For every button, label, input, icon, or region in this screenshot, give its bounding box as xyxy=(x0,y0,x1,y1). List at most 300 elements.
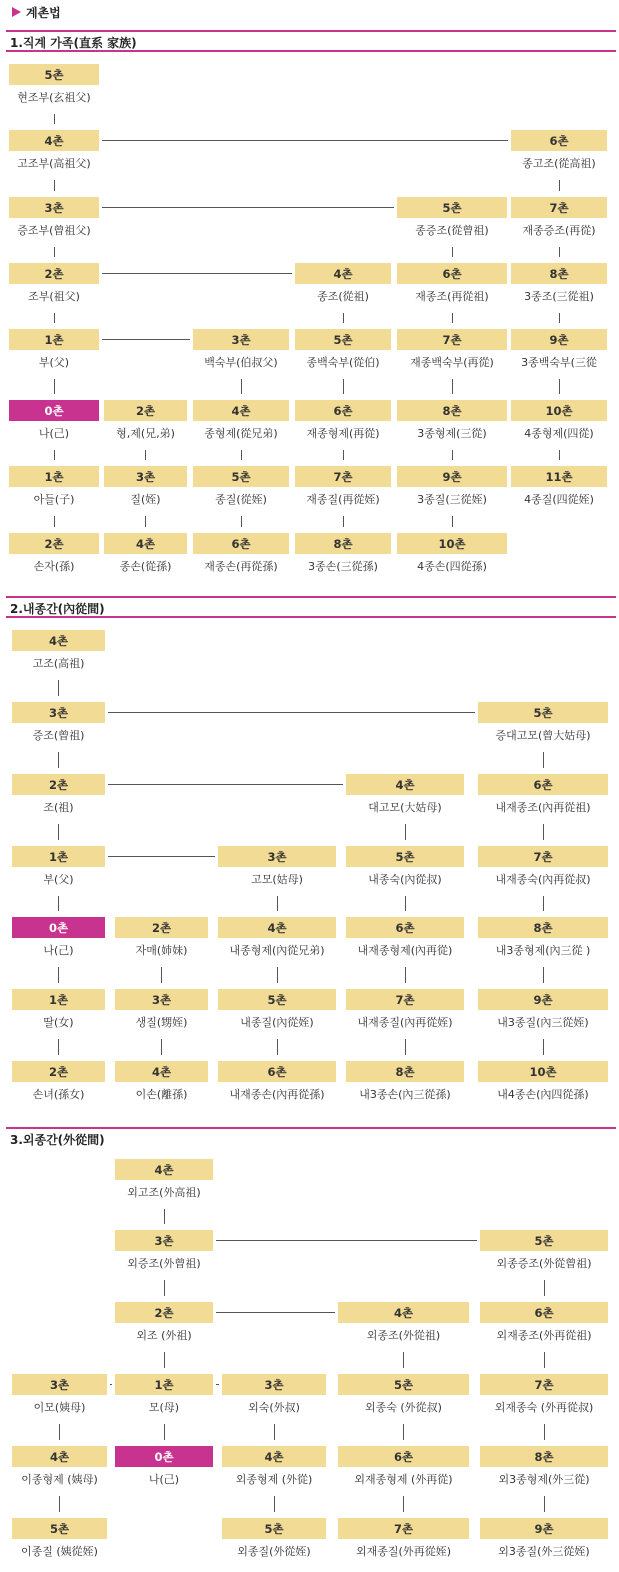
kinship-degree: 7촌 xyxy=(511,197,607,218)
kinship-name: 외종조(外從祖) xyxy=(366,1328,441,1342)
kinship-name: 종백숙부(從伯) xyxy=(306,355,380,369)
kinship-name: 나(己) xyxy=(38,426,70,440)
kinship-degree: 4촌 xyxy=(12,630,105,651)
kin-node xyxy=(218,989,336,1033)
connector-line xyxy=(543,967,544,983)
kin-node xyxy=(12,1518,107,1562)
kin-node xyxy=(338,1302,469,1346)
kin-node xyxy=(115,917,208,961)
connector-line xyxy=(343,450,344,460)
kin-node xyxy=(115,989,208,1033)
connector-line xyxy=(161,1039,162,1055)
kinship-degree: 5촌 xyxy=(346,846,464,867)
section-header-3 xyxy=(6,1127,616,1149)
kin-node xyxy=(478,846,608,890)
connector-line xyxy=(59,1424,60,1440)
kinship-degree: 4촌 xyxy=(338,1302,469,1323)
kin-node xyxy=(511,130,607,174)
connector-line xyxy=(452,516,453,527)
ego-node xyxy=(12,917,105,961)
kin-node xyxy=(511,263,607,307)
kinship-degree: 4촌 xyxy=(12,1446,107,1467)
kinship-degree: 2촌 xyxy=(115,917,208,938)
kinship-degree: 8촌 xyxy=(511,263,607,284)
kinship-name: 4종손(四從孫) xyxy=(417,559,487,573)
kinship-name: 이종형제 (姨母) xyxy=(21,1472,98,1486)
kinship-degree: 1촌 xyxy=(115,1374,213,1395)
kinship-degree: 2촌 xyxy=(115,1302,213,1323)
kinship-name: 외고조(外高祖) xyxy=(127,1185,201,1199)
kin-node xyxy=(12,630,105,674)
connector-line xyxy=(274,1424,275,1440)
connector-line xyxy=(58,1039,59,1055)
section-title: 2.내종간(內從間) xyxy=(10,602,105,616)
kinship-degree: 1촌 xyxy=(9,466,99,487)
kin-node xyxy=(295,466,391,510)
kinship-degree: 3촌 xyxy=(115,1230,213,1251)
connector-line xyxy=(216,1240,477,1241)
kinship-degree: 6촌 xyxy=(295,400,391,421)
kinship-degree: 8촌 xyxy=(346,1061,464,1082)
kinship-degree: 9촌 xyxy=(478,989,608,1010)
kinship-degree: 9촌 xyxy=(397,466,507,487)
kinship-name: 재종질(再從姪) xyxy=(306,492,380,506)
connector-line xyxy=(110,1384,112,1385)
kinship-degree: 4촌 xyxy=(115,1061,208,1082)
connector-line xyxy=(164,1280,165,1296)
kinship-degree: 1촌 xyxy=(12,989,105,1010)
kin-node xyxy=(115,1302,213,1346)
kin-node xyxy=(295,263,391,307)
connector-line xyxy=(543,752,544,768)
connector-line xyxy=(559,247,560,257)
kin-node xyxy=(9,64,99,108)
kinship-degree: 3촌 xyxy=(115,989,208,1010)
kinship-degree: 2촌 xyxy=(9,263,99,284)
kinship-degree: 4촌 xyxy=(9,130,99,151)
kinship-degree: 0촌 xyxy=(12,917,105,938)
kin-node xyxy=(397,400,507,444)
kinship-name: 외숙(外叔) xyxy=(248,1400,300,1414)
connector-line xyxy=(544,1496,545,1512)
kin-node xyxy=(104,533,187,577)
kinship-degree: 6촌 xyxy=(346,917,464,938)
connector-line xyxy=(544,1424,545,1440)
kinship-degree: 7촌 xyxy=(397,329,507,350)
kinship-name: 이모(姨母) xyxy=(33,1400,86,1414)
kinship-name: 내3종형제(內三從 ) xyxy=(495,943,591,957)
connector-line xyxy=(145,516,146,527)
kinship-degree: 4촌 xyxy=(104,533,187,554)
kinship-degree: 5촌 xyxy=(338,1374,469,1395)
kinship-degree: 5촌 xyxy=(193,466,289,487)
kin-node xyxy=(104,466,187,510)
connector-line xyxy=(58,752,59,768)
kin-node xyxy=(346,917,464,961)
connector-line xyxy=(108,712,475,713)
connector-line xyxy=(343,379,344,394)
kinship-degree: 6촌 xyxy=(193,533,289,554)
kinship-name: 외종질(外從姪) xyxy=(237,1544,311,1558)
connector-line xyxy=(403,1352,404,1368)
kinship-name: 증조(曾祖) xyxy=(32,728,85,742)
kinship-name: 자매(姉妹) xyxy=(135,943,188,957)
kin-node xyxy=(115,1159,213,1203)
kinship-name: 질(姪) xyxy=(130,492,161,506)
kinship-name: 3종손(三從孫) xyxy=(308,559,378,573)
connector-line xyxy=(241,379,242,394)
connector-line xyxy=(543,824,544,840)
connector-line xyxy=(405,896,406,911)
kin-node xyxy=(295,533,391,577)
kin-node xyxy=(9,130,99,174)
kinship-name: 아들(子) xyxy=(33,492,75,506)
kinship-name: 부(父) xyxy=(38,355,70,369)
connector-line xyxy=(559,180,560,191)
kin-node xyxy=(346,989,464,1033)
kinship-degree: 5촌 xyxy=(478,702,608,723)
connector-line xyxy=(452,313,453,323)
kinship-name: 외종형제 (外從) xyxy=(235,1472,313,1486)
kin-node xyxy=(115,1374,213,1418)
connector-line xyxy=(164,1424,165,1440)
kinship-name: 종증조(從曾祖) xyxy=(415,223,489,237)
kinship-degree: 4촌 xyxy=(222,1446,326,1467)
kin-node xyxy=(397,533,507,577)
kinship-name: 외조 (外祖) xyxy=(136,1328,192,1342)
connector-line xyxy=(216,1384,219,1385)
kinship-degree: 8촌 xyxy=(480,1446,608,1467)
section-header-1 xyxy=(6,30,616,52)
page-title xyxy=(12,3,61,21)
kinship-name: 부(父) xyxy=(43,872,74,886)
kinship-name: 외3종형제(外三從) xyxy=(498,1472,590,1486)
connector-line xyxy=(54,114,55,124)
ego-node xyxy=(115,1446,213,1490)
kinship-name: 대고모(大姑母) xyxy=(368,800,442,814)
kinship-degree: 4촌 xyxy=(295,263,391,284)
kinship-name: 내재종손(內再從孫) xyxy=(229,1087,325,1101)
kinship-name: 내재종질(內再從姪) xyxy=(357,1015,453,1029)
kinship-name: 고조(高祖) xyxy=(32,656,85,670)
kinship-degree: 10촌 xyxy=(478,1061,608,1082)
kinship-name: 현조부(玄祖父) xyxy=(17,90,91,104)
kinship-name: 내종형제(內從兄弟) xyxy=(229,943,325,957)
kinship-degree: 7촌 xyxy=(478,846,608,867)
kinship-name: 내종숙(內從叔) xyxy=(368,872,442,886)
kin-node xyxy=(480,1446,608,1490)
kin-node xyxy=(115,1061,208,1105)
kinship-name: 재종조(再從祖) xyxy=(415,289,489,303)
kinship-degree: 0촌 xyxy=(9,400,99,421)
kin-node xyxy=(480,1374,608,1418)
connector-line xyxy=(559,379,560,394)
kinship-name: 증대고모(曾大姑母) xyxy=(495,728,591,742)
kin-node xyxy=(12,1446,107,1490)
kinship-name: 재종증조(再從) xyxy=(522,223,596,237)
kinship-degree: 10촌 xyxy=(397,533,507,554)
kinship-name: 나(己) xyxy=(148,1472,180,1486)
kinship-degree: 2촌 xyxy=(12,1061,105,1082)
connector-line xyxy=(543,896,544,911)
connector-line xyxy=(164,1209,165,1224)
connector-line xyxy=(216,1312,335,1313)
connector-line xyxy=(559,450,560,460)
kinship-degree: 5촌 xyxy=(397,197,507,218)
kin-node xyxy=(295,400,391,444)
kinship-name: 외재종질(外再從姪) xyxy=(355,1544,452,1558)
kinship-degree: 6촌 xyxy=(338,1446,469,1467)
kinship-degree: 2촌 xyxy=(9,533,99,554)
kin-node xyxy=(9,466,99,510)
section-title: 3.외종간(外從間) xyxy=(10,1133,105,1147)
kinship-name: 딸(女) xyxy=(43,1015,74,1029)
kin-node xyxy=(478,989,608,1033)
connector-line xyxy=(452,247,453,257)
kinship-name: 외종숙 (外從叔) xyxy=(365,1400,442,1414)
kin-node xyxy=(478,917,608,961)
connector-line xyxy=(452,450,453,460)
connector-line xyxy=(277,1039,278,1055)
connector-line xyxy=(277,896,278,911)
kin-node xyxy=(12,702,105,746)
connector-line xyxy=(108,856,215,857)
connector-line xyxy=(54,379,55,394)
kinship-degree: 9촌 xyxy=(480,1518,608,1539)
connector-line xyxy=(58,824,59,840)
kinship-name: 내재종형제(內再從) xyxy=(357,943,453,957)
kin-node xyxy=(511,329,607,373)
kin-node xyxy=(478,702,608,746)
kinship-name: 백숙부(伯叔父) xyxy=(204,355,278,369)
kinship-degree: 7촌 xyxy=(346,989,464,1010)
kin-node xyxy=(12,846,105,890)
kinship-degree: 8촌 xyxy=(478,917,608,938)
connector-line xyxy=(108,784,343,785)
kinship-name: 나(己) xyxy=(43,943,74,957)
kin-node xyxy=(12,774,105,818)
kinship-degree: 0촌 xyxy=(115,1446,213,1467)
kinship-degree: 7촌 xyxy=(338,1518,469,1539)
kinship-name: 내3종손(內三從孫) xyxy=(359,1087,451,1101)
connector-line xyxy=(102,207,394,208)
connector-line xyxy=(403,1424,404,1440)
kin-node xyxy=(338,1374,469,1418)
kin-node xyxy=(193,329,289,373)
kinship-degree: 3촌 xyxy=(12,1374,107,1395)
kin-node xyxy=(12,1061,105,1105)
connector-line xyxy=(54,516,55,527)
kin-node xyxy=(218,846,336,890)
kin-node xyxy=(115,1230,213,1274)
kinship-name: 외재종조(外再從祖) xyxy=(496,1328,592,1342)
kin-node xyxy=(346,1061,464,1105)
kinship-degree: 4촌 xyxy=(115,1159,213,1180)
ego-node xyxy=(9,400,99,444)
connector-line xyxy=(54,180,55,191)
kin-node xyxy=(193,533,289,577)
connector-line xyxy=(241,450,242,460)
kinship-name: 생질(甥姪) xyxy=(135,1015,188,1029)
kinship-name: 3종백숙부(三從 xyxy=(521,355,597,369)
page-title-text: 계촌법 xyxy=(26,5,61,20)
section-header-2 xyxy=(6,596,616,618)
kinship-degree: 7촌 xyxy=(295,466,391,487)
kin-node xyxy=(9,329,99,373)
kin-node xyxy=(295,329,391,373)
connector-line xyxy=(102,339,190,340)
connector-line xyxy=(452,379,453,394)
kinship-degree: 6촌 xyxy=(218,1061,336,1082)
connector-line xyxy=(405,824,406,840)
kin-node xyxy=(511,197,607,241)
kinship-name: 모(母) xyxy=(148,1400,180,1414)
kinship-name: 고조부(高祖父) xyxy=(17,156,91,170)
kinship-name: 종질(從姪) xyxy=(215,492,267,506)
kin-node xyxy=(222,1518,326,1562)
kin-node xyxy=(218,917,336,961)
kin-node xyxy=(9,197,99,241)
kin-node xyxy=(511,400,607,444)
connector-line xyxy=(58,967,59,983)
kinship-degree: 11촌 xyxy=(511,466,607,487)
kinship-name: 내재종숙(內再從叔) xyxy=(495,872,591,886)
kin-node xyxy=(338,1518,469,1562)
section-title: 1.직계 가족(直系 家族) xyxy=(10,36,137,50)
kin-node xyxy=(12,989,105,1033)
kinship-degree: 10촌 xyxy=(511,400,607,421)
connector-line xyxy=(54,313,55,323)
kinship-name: 내4종손(內四從孫) xyxy=(497,1087,589,1101)
connector-line xyxy=(343,516,344,527)
kinship-name: 내3종질(內三從姪) xyxy=(497,1015,589,1029)
kinship-degree: 3촌 xyxy=(218,846,336,867)
kinship-name: 3종질(三從姪) xyxy=(417,492,487,506)
kinship-name: 종손(從孫) xyxy=(119,559,172,573)
kinship-degree: 7촌 xyxy=(480,1374,608,1395)
kin-node xyxy=(480,1518,608,1562)
kin-node xyxy=(9,263,99,307)
kinship-name: 이종질 (姨從姪) xyxy=(21,1544,98,1558)
kinship-name: 손녀(孫女) xyxy=(32,1087,85,1101)
connector-line xyxy=(54,450,55,460)
kinship-degree: 8촌 xyxy=(397,400,507,421)
kin-node xyxy=(12,1374,107,1418)
kinship-degree: 8촌 xyxy=(295,533,391,554)
kin-node xyxy=(397,263,507,307)
kinship-name: 3종조(三從祖) xyxy=(524,289,594,303)
kinship-degree: 4촌 xyxy=(218,917,336,938)
kinship-degree: 3촌 xyxy=(104,466,187,487)
kinship-name: 내재종조(內再從祖) xyxy=(495,800,591,814)
connector-line xyxy=(403,1496,404,1512)
kinship-degree: 9촌 xyxy=(511,329,607,350)
kin-node xyxy=(480,1230,608,1274)
kinship-name: 외3종질(外三從姪) xyxy=(498,1544,590,1558)
kinship-degree: 2촌 xyxy=(104,400,187,421)
kinship-degree: 6촌 xyxy=(480,1302,608,1323)
kinship-degree: 3촌 xyxy=(222,1374,326,1395)
kinship-name: 외재종형제 (外再從) xyxy=(354,1472,453,1486)
kinship-degree: 4촌 xyxy=(346,774,464,795)
triangle-bullet-icon xyxy=(12,7,21,17)
kinship-degree: 5촌 xyxy=(12,1518,107,1539)
kin-node xyxy=(104,400,187,444)
kinship-degree: 6촌 xyxy=(478,774,608,795)
connector-line xyxy=(102,140,508,141)
kinship-name: 3종형제(三從) xyxy=(417,426,487,440)
kin-node xyxy=(397,197,507,241)
connector-line xyxy=(161,967,162,983)
kinship-name: 내종질(內從姪) xyxy=(240,1015,314,1029)
connector-line xyxy=(277,967,278,983)
kin-node xyxy=(346,846,464,890)
kinship-name: 이손(離孫) xyxy=(135,1087,188,1101)
connector-line xyxy=(58,680,59,696)
kin-node xyxy=(222,1374,326,1418)
kinship-name: 4종질(四從姪) xyxy=(524,492,594,506)
kinship-degree: 3촌 xyxy=(12,702,105,723)
kinship-name: 외재종숙 (外再從叔) xyxy=(494,1400,594,1414)
connector-line xyxy=(241,516,242,527)
kinship-degree: 5촌 xyxy=(480,1230,608,1251)
kinship-name: 손자(孫) xyxy=(33,559,75,573)
kinship-degree: 3촌 xyxy=(9,197,99,218)
kinship-name: 종고조(從高祖) xyxy=(522,156,596,170)
kin-node xyxy=(218,1061,336,1105)
kinship-name: 조(祖) xyxy=(43,800,74,814)
connector-line xyxy=(544,1352,545,1368)
kin-node xyxy=(193,466,289,510)
kin-node xyxy=(478,1061,608,1105)
kinship-name: 조부(祖父) xyxy=(28,289,80,303)
kinship-degree: 5촌 xyxy=(9,64,99,85)
kin-node xyxy=(346,774,464,818)
connector-line xyxy=(59,1496,60,1512)
connector-line xyxy=(543,1039,544,1055)
kinship-degree: 5촌 xyxy=(218,989,336,1010)
connector-line xyxy=(343,313,344,323)
kin-node xyxy=(397,329,507,373)
kin-node xyxy=(338,1446,469,1490)
kin-node xyxy=(222,1446,326,1490)
kinship-name: 고모(姑母) xyxy=(251,872,303,886)
kinship-name: 증조부(曾祖父) xyxy=(17,223,91,237)
connector-line xyxy=(145,450,146,460)
connector-line xyxy=(559,313,560,323)
kinship-name: 외종증조(外從曾祖) xyxy=(496,1256,592,1270)
kinship-degree: 5촌 xyxy=(295,329,391,350)
kinship-degree: 2촌 xyxy=(12,774,105,795)
kinship-name: 재종손(再從孫) xyxy=(204,559,278,573)
connector-line xyxy=(58,896,59,911)
connector-line xyxy=(164,1352,165,1368)
kinship-name: 형,제(兄,弟) xyxy=(116,426,175,440)
kinship-name: 재종백숙부(再從) xyxy=(410,355,494,369)
kin-node xyxy=(193,400,289,444)
kin-node xyxy=(511,466,607,510)
connector-line xyxy=(544,1280,545,1296)
kinship-degree: 6촌 xyxy=(397,263,507,284)
kinship-name: 재종형제(再從) xyxy=(306,426,380,440)
kinship-degree: 3촌 xyxy=(193,329,289,350)
kin-node xyxy=(480,1302,608,1346)
kinship-degree: 5촌 xyxy=(222,1518,326,1539)
kinship-name: 종형제(從兄弟) xyxy=(204,426,278,440)
connector-line xyxy=(405,967,406,983)
kin-node xyxy=(478,774,608,818)
kinship-degree: 1촌 xyxy=(12,846,105,867)
